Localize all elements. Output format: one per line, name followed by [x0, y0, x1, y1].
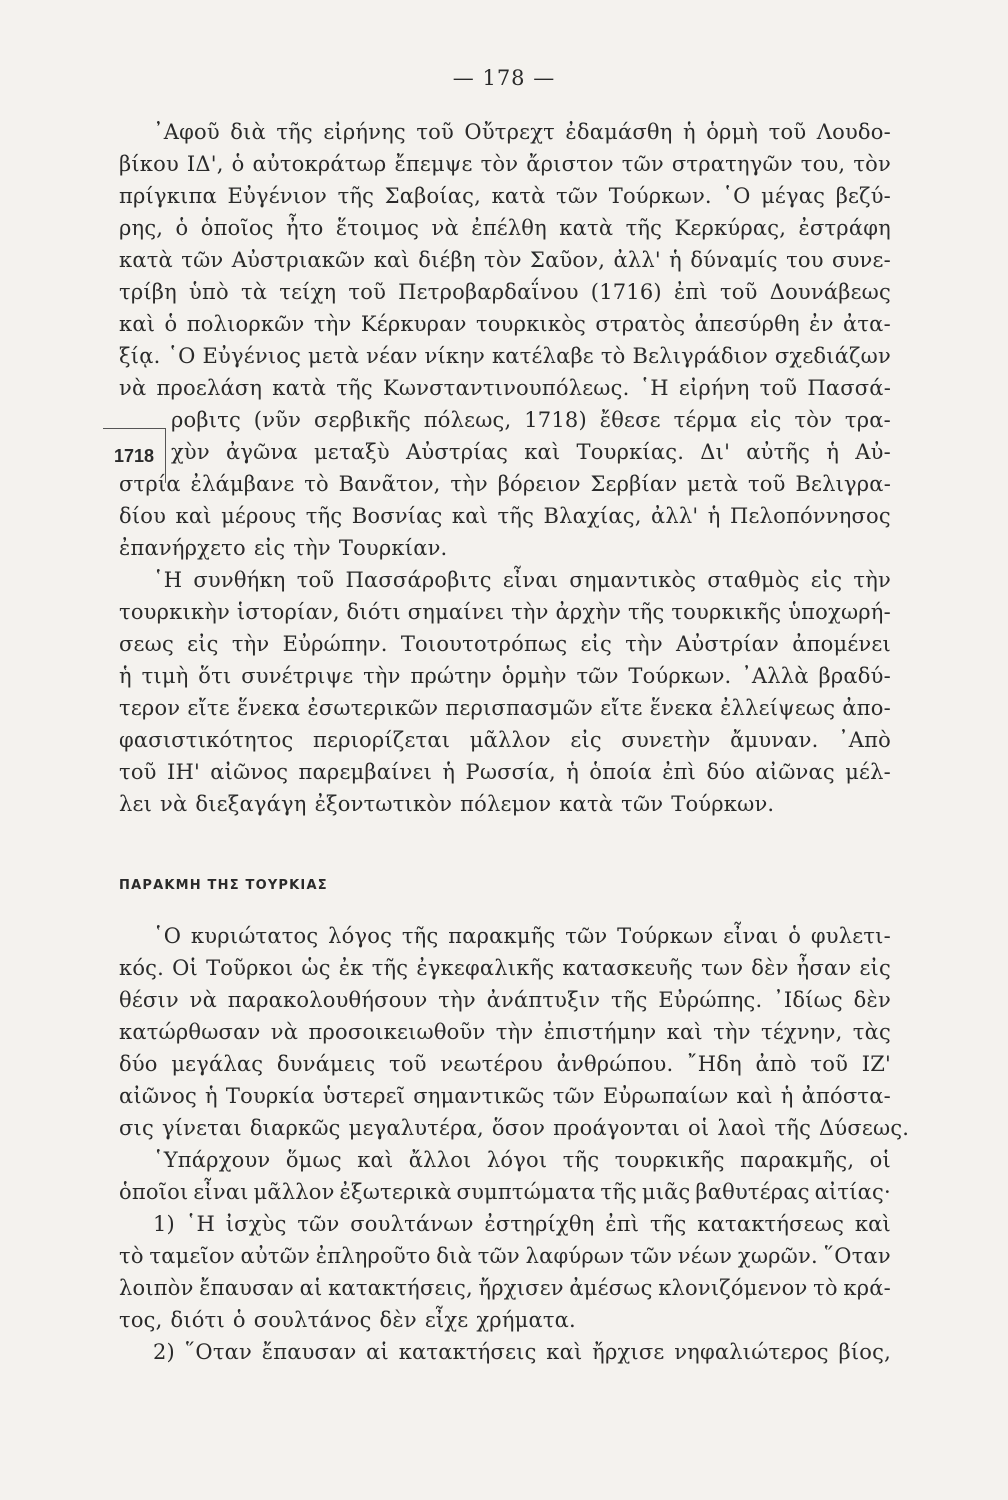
text-line: καὶ ὁ πολιορκῶν τὴν Κέρκυραν τουρκικὸς στρατὸς ἀπεσύρθη ἐν ἀτα- [119, 312, 891, 336]
text-line: νὰ προελάση κατὰ τῆς Κωνσταντινουπόλεως. ῾Η εἰρήνη τοῦ Πασσά- [119, 376, 891, 400]
text-line: ῾Ο κυριώτατος λόγος τῆς παρακμῆς τῶν Τούρκων εἶναι ὁ φυλετι- [153, 924, 891, 948]
text-line: ῾Η συνθήκη τοῦ Πασσάροβιτς εἶναι σημαντικὸς σταθμὸς εἰς τὴν [153, 568, 891, 592]
text-line: κατώρθωσαν νὰ προσοικειωθοῦν τὴν ἐπιστήμην καὶ τὴν τέχνην, τὰς [119, 1020, 891, 1044]
text-line: τοῦ ΙΗ' αἰῶνος παρεμβαίνει ἡ Ρωσσία, ἡ ὁποία ἐπὶ δύο αἰῶνας μέλ- [119, 760, 891, 784]
text-line: ἐπανήρχετο εἰς τὴν Τουρκίαν. [119, 536, 448, 560]
text-line: αἰῶνος ἡ Τουρκία ὑστερεῖ σημαντικῶς τῶν Εὐρωπαίων καὶ ἡ ἀπόστα- [119, 1084, 891, 1108]
text-line: ρης, ὁ ὁποῖος ἦτο ἕτοιμος νὰ ἐπέλθη κατὰ τῆς Κερκύρας, ἐστράφη [119, 216, 891, 240]
text-line: σεως εἰς τὴν Εὐρώπην. Τοιουτοτρόπως εἰς τὴν Αὐστρίαν ἀπομένει [119, 632, 891, 656]
text-line: ᾿Αφοῦ διὰ τῆς εἰρήνης τοῦ Οὔτρεχτ ἐδαμάσθη ἡ ὁρμὴ τοῦ Λουδο- [153, 120, 891, 144]
text-line: βίκου ΙΔ', ὁ αὐτοκράτωρ ἔπεμψε τὸν ἄριστον τῶν στρατηγῶν του, τὸν [119, 152, 891, 176]
text-line: τουρκικὴν ἱστορίαν, διότι σημαίνει τὴν ἀρχὴν τῆς τουρκικῆς ὑποχωρή- [119, 600, 891, 624]
text-line: ξίᾳ. ῾Ο Εὐγένιος μετὰ νέαν νίκην κατέλαβε τὸ Βελιγράδιον σχεδιάζων [119, 344, 891, 368]
text-line: κός. Οἱ Τοῦρκοι ὡς ἐκ τῆς ἐγκεφαλικῆς κατασκευῆς των δὲν ἦσαν εἰς [119, 956, 891, 980]
text-line: ἡ τιμὴ ὅτι συνέτριψε τὴν πρώτην ὁρμὴν τῶν Τούρκων. ᾿Αλλὰ βραδύ- [119, 664, 891, 688]
text-line: στρία ἐλάμβανε τὸ Βανᾶτον, τὴν βόρειον Σερβίαν μετὰ τοῦ Βελιγρα- [119, 472, 891, 496]
text-line: ῾Υπάρχουν ὅμως καὶ ἄλλοι λόγοι τῆς τουρκικῆς παρακμῆς, οἱ [153, 1148, 891, 1172]
text-line: λει νὰ διεξαγάγη ἐξοντωτικὸν πόλεμον κατὰ τῶν Τούρκων. [119, 792, 775, 816]
section-heading: ΠΑΡΑΚΜΗ ΤΗΣ ΤΟΥΡΚΙΑΣ [119, 878, 328, 893]
text-line: φασιστικότητος περιορίζεται μᾶλλον εἰς συνετὴν ἄμυναν. ᾿Απὸ [119, 728, 891, 752]
text-line: δύο μεγάλας δυνάμεις τοῦ νεωτέρου ἀνθρώπου. ῎Ηδη ἀπὸ τοῦ ΙΖ' [119, 1052, 891, 1076]
text-line: σις γίνεται διαρκῶς μεγαλυτέρα, ὅσον προάγονται οἱ λαοὶ τῆς Δύσεως. [119, 1116, 910, 1140]
text-line: ροβιτς (νῦν σερβικῆς πόλεως, 1718) ἔθεσε τέρμα εἰς τὸν τρα- [171, 408, 891, 432]
text-line: τὸ ταμεῖον αὐτῶν ἐπληροῦτο διὰ τῶν λαφύρων τῶν νέων χωρῶν. ῞Οταν [119, 1244, 891, 1268]
text-line: τερον εἴτε ἕνεκα ἐσωτερικῶν περισπασμῶν εἴτε ἕνεκα ἐλλείψεως ἀπο- [119, 696, 891, 720]
text-line: πρίγκιπα Εὐγένιον τῆς Σαβοίας, κατὰ τῶν Τούρκων. ῾Ο μέγας βεζύ- [119, 184, 891, 208]
text-line: 2) ῞Οταν ἔπαυσαν αἱ κατακτήσεις καὶ ἤρχισε νηφαλιώτερος βίος, [153, 1340, 891, 1364]
text-line: κατὰ τῶν Αὐστριακῶν καὶ διέβη τὸν Σαῦον, ἀλλ' ἡ δύναμίς του συνε- [119, 248, 891, 272]
body-text-section-2 [119, 920, 910, 1368]
text-line: λοιπὸν ἔπαυσαν αἱ κατακτήσεις, ἤρχισεν ἀμέσως κλονιζόμενον τὸ κρά- [119, 1276, 891, 1300]
text-line: δίου καὶ μέρους τῆς Βοσνίας καὶ τῆς Βλαχίας, ἀλλ' ἡ Πελοπόννησος [119, 504, 891, 528]
text-line: χὺν ἀγῶνα μεταξὺ Αὐστρίας καὶ Τουρκίας. Δι' αὐτῆς ἡ Αὐ- [171, 440, 891, 464]
text-line: τρίβη ὑπὸ τὰ τείχη τοῦ Πετροβαρδαΐνου (1716) ἐπὶ τοῦ Δουνάβεως [119, 280, 891, 304]
text-line: θέσιν νὰ παρακολουθήσουν τὴν ἀνάπτυξιν τῆς Εὐρώπης. ᾿Ιδίως δὲν [119, 988, 891, 1012]
text-line: ὁποῖοι εἶναι μᾶλλον ἐξωτερικὰ συμπτώματα τῆς μιᾶς βαθυτέρας αἰτίας· [119, 1180, 891, 1204]
text-line: τος, διότι ὁ σουλτάνος δὲν εἶχε χρήματα. [119, 1308, 576, 1332]
text-line: 1) ῾Η ἰσχὺς τῶν σουλτάνων ἐστηρίχθη ἐπὶ τῆς κατακτήσεως καὶ [153, 1212, 891, 1236]
page-number: — 178 — [452, 66, 556, 90]
body-text-section-1 [119, 116, 891, 820]
margin-year-note: 1718 [103, 428, 166, 483]
